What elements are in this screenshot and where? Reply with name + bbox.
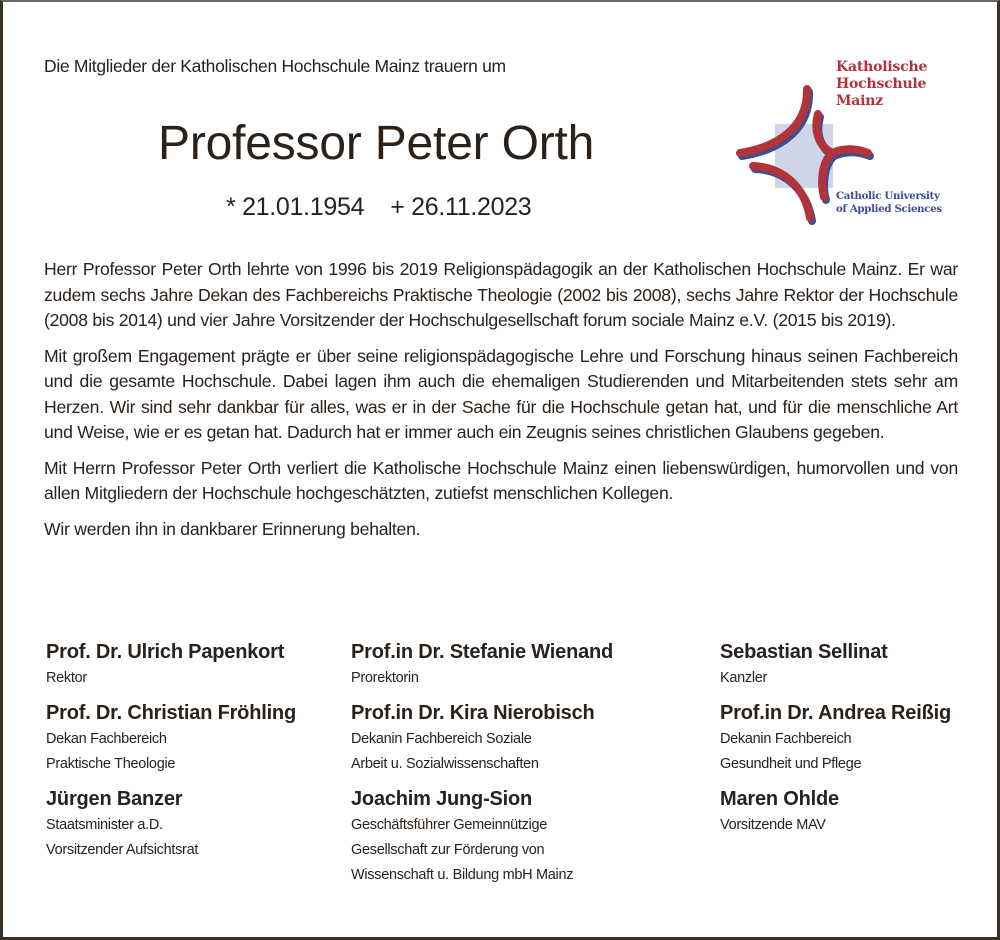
signatory xyxy=(46,638,296,691)
logo-name-text: Katholische Hochschule Mainz xyxy=(836,59,928,109)
signatory-role: Kanzler xyxy=(720,670,768,686)
signatory-name: Sebastian Sellinat xyxy=(720,641,888,663)
signatory-role: Dekanin Fachbereich Soziale xyxy=(351,731,532,747)
signatory-role: Praktische Theologie xyxy=(46,756,176,772)
signatory-role: Prorektorin xyxy=(351,670,419,686)
signatory xyxy=(720,699,951,777)
signatory xyxy=(720,638,951,691)
signatory xyxy=(351,699,613,777)
signatory-role: Vorsitzende MAV xyxy=(720,817,826,833)
signatory-column-1 xyxy=(46,638,296,871)
signatory-role: Staatsminister a.D. xyxy=(46,817,163,833)
birth-date: * 21.01.1954 xyxy=(226,193,365,221)
signatory-role: Vorsitzender Aufsichtsrat xyxy=(46,842,199,858)
signatory-role: Dekan Fachbereich xyxy=(46,731,167,747)
signatory-role: Wissenschaft u. Bildung mbH Mainz xyxy=(351,867,574,883)
signatory xyxy=(46,785,296,863)
obituary-body xyxy=(44,257,958,552)
signatory xyxy=(351,638,613,691)
intro-line: Die Mitglieder der Katholischen Hochschule Mainz trauern um xyxy=(44,56,506,76)
signatory-column-2 xyxy=(351,638,613,896)
signatory-role: Rektor xyxy=(46,670,87,686)
signatory-role: Geschäftsführer Gemeinnützige xyxy=(351,817,548,833)
signatory-role: Gesellschaft zur Förderung von xyxy=(351,842,545,858)
logo-english-text: Catholic University of Applied Sciences xyxy=(836,190,942,215)
death-date: + 26.11.2023 xyxy=(390,193,532,221)
signatory-column-3 xyxy=(720,638,951,846)
signatory-role: Arbeit u. Sozialwissenschaften xyxy=(351,756,539,772)
paragraph-career: Herr Professor Peter Orth lehrte von 1996 bis 2019 Religionspädagogik an der Katholischen Hochschule Mainz. Er war zudem sechs Jahre Dekan des Fachbereichs Praktische Theologie (2002 bis 2008), sechs Jahre Rektor der Hochschule (2008 bis 2014) und vier Jahre Vorsitzender der Hochschulgesellschaft forum sociale Mainz e.V. (2015 bis 2019). xyxy=(44,259,958,330)
signatory-name: Joachim Jung-Sion xyxy=(351,788,533,810)
signatory-name: Maren Ohlde xyxy=(720,788,839,810)
signatory-name: Prof. Dr. Ulrich Papenkort xyxy=(46,641,285,663)
signatory-role: Gesundheit und Pflege xyxy=(720,756,862,772)
signatory-name: Jürgen Banzer xyxy=(46,788,183,810)
university-logo xyxy=(728,52,968,232)
signatory-name: Prof. Dr. Christian Fröhling xyxy=(46,702,296,724)
paragraph-remembrance: Wir werden ihn in dankbarer Erinnerung behalten. xyxy=(44,518,421,539)
signatory xyxy=(720,785,951,838)
life-dates xyxy=(226,193,531,222)
paragraph-engagement: Mit großem Engagement prägte er über seine religionspädagogische Lehre und Forschung hinaus seinen Fachbereich und die gesamte Hochschule. Dabei lagen ihm auch die ehemaligen Studierenden und Mitarbeitenden stets sehr am Herzen. Wir sind sehr dankbar für alles, was er in der Sache für die Hochschule getan hat, und für die menschliche Art und Weise, wie er es getan hat. Dadurch hat er immer auch ein Zeugnis seines christlichen Glaubens gegeben. xyxy=(44,345,958,442)
deceased-name-title: Professor Peter Orth xyxy=(158,117,595,170)
signatory xyxy=(351,785,613,888)
signatory xyxy=(46,699,296,777)
signatory-name: Prof.in Dr. Kira Nierobisch xyxy=(351,702,595,724)
signatory-role: Dekanin Fachbereich xyxy=(720,731,852,747)
signatory-name: Prof.in Dr. Stefanie Wienand xyxy=(351,641,614,663)
paragraph-loss: Mit Herrn Professor Peter Orth verliert die Katholische Hochschule Mainz einen liebenswürdigen, humorvollen und von allen Mitgliedern der Hochschule hochgeschätzten, zutiefst menschlichen Kollegen. xyxy=(44,457,958,503)
signatory-name: Prof.in Dr. Andrea Reißig xyxy=(720,702,951,724)
